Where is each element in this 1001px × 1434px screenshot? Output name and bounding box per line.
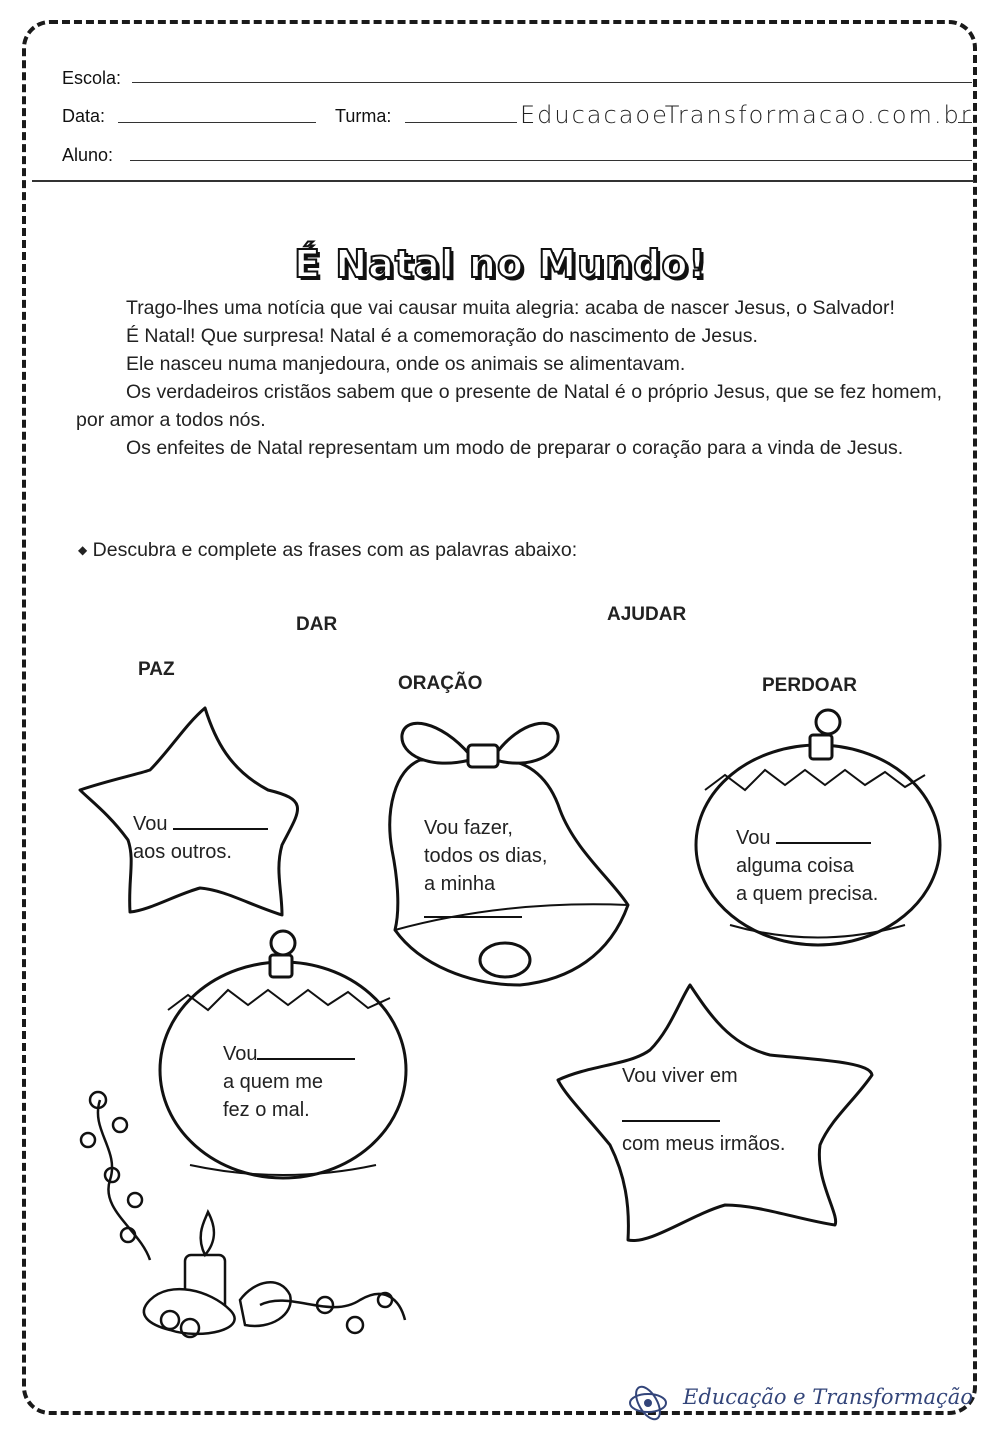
star-left-line2: aos outros.: [133, 841, 232, 863]
ornament-right-blank[interactable]: [776, 824, 871, 844]
star-right-line2: com meus irmãos.: [622, 1133, 786, 1155]
ornament-right-line3: a quem precisa.: [736, 883, 879, 905]
star-left-line1: Vou: [133, 813, 168, 835]
bell-clapper-icon: [480, 943, 530, 977]
footer-logo-icon: [630, 1383, 666, 1423]
ornament-left-line1: Vou: [223, 1043, 258, 1065]
student-label: Aluno:: [62, 145, 114, 165]
school-label: Escola:: [62, 68, 122, 88]
word-dar: DAR: [296, 614, 338, 635]
ornament-left-line2: a quem me: [223, 1071, 324, 1093]
ornament-right-line2: alguma coisa: [736, 855, 854, 877]
instruction-text: Descubra e complete as frases com as palavras abaixo:: [92, 539, 578, 561]
site-url: EducacaoeTransformacao.com.br: [520, 101, 973, 129]
star-right-blank[interactable]: [622, 1102, 720, 1122]
word-ajudar: AJUDAR: [607, 604, 687, 625]
ornament-right-line1: Vou: [736, 827, 771, 849]
paragraph-1: Trago-lhes uma notícia que vai causar muita alegria: acaba de nascer Jesus, o Salvador!: [126, 297, 895, 319]
bell-line1: Vou fazer,: [424, 817, 513, 839]
bell-blank[interactable]: [424, 898, 522, 918]
ornament-left-line3: fez o mal.: [223, 1099, 310, 1121]
diamond-bullet-icon: ◆: [78, 543, 88, 557]
ornament-left-blank[interactable]: [257, 1040, 355, 1060]
paragraph-4: Os verdadeiros cristãos sabem que o presente de Natal é o próprio Jesus, que se fez homem, por amor a todos nós.: [76, 381, 942, 431]
ornament-left-text: [223, 1040, 355, 1124]
footer-brand: Educação e Transformação: [683, 1385, 973, 1409]
star-left-text: [133, 810, 268, 866]
bell-line2: todos os dias,: [424, 845, 548, 867]
page-title: É Natal no Mundo!: [294, 242, 707, 286]
star-left-blank[interactable]: [173, 810, 268, 830]
date-label: Data:: [62, 106, 106, 126]
word-oracao: ORAÇÃO: [398, 673, 483, 694]
bell-line3: a minha: [424, 873, 496, 895]
class-label: Turma:: [335, 106, 392, 126]
star-right-line1: Vou viver em: [622, 1065, 738, 1087]
ornament-right-text: [736, 824, 878, 908]
word-perdoar: PERDOAR: [762, 675, 858, 696]
word-paz: PAZ: [138, 659, 175, 680]
star-right-text: [622, 1062, 785, 1158]
paragraph-3: Ele nasceu numa manjedoura, onde os animais se alimentavam.: [126, 353, 686, 375]
paragraph-5: Os enfeites de Natal representam um modo de preparar o coração para a vinda de Jesus.: [126, 437, 904, 459]
paragraph-2: É Natal! Que surpresa! Natal é a comemoração do nascimento de Jesus.: [126, 325, 758, 347]
bell-text: [424, 814, 547, 926]
